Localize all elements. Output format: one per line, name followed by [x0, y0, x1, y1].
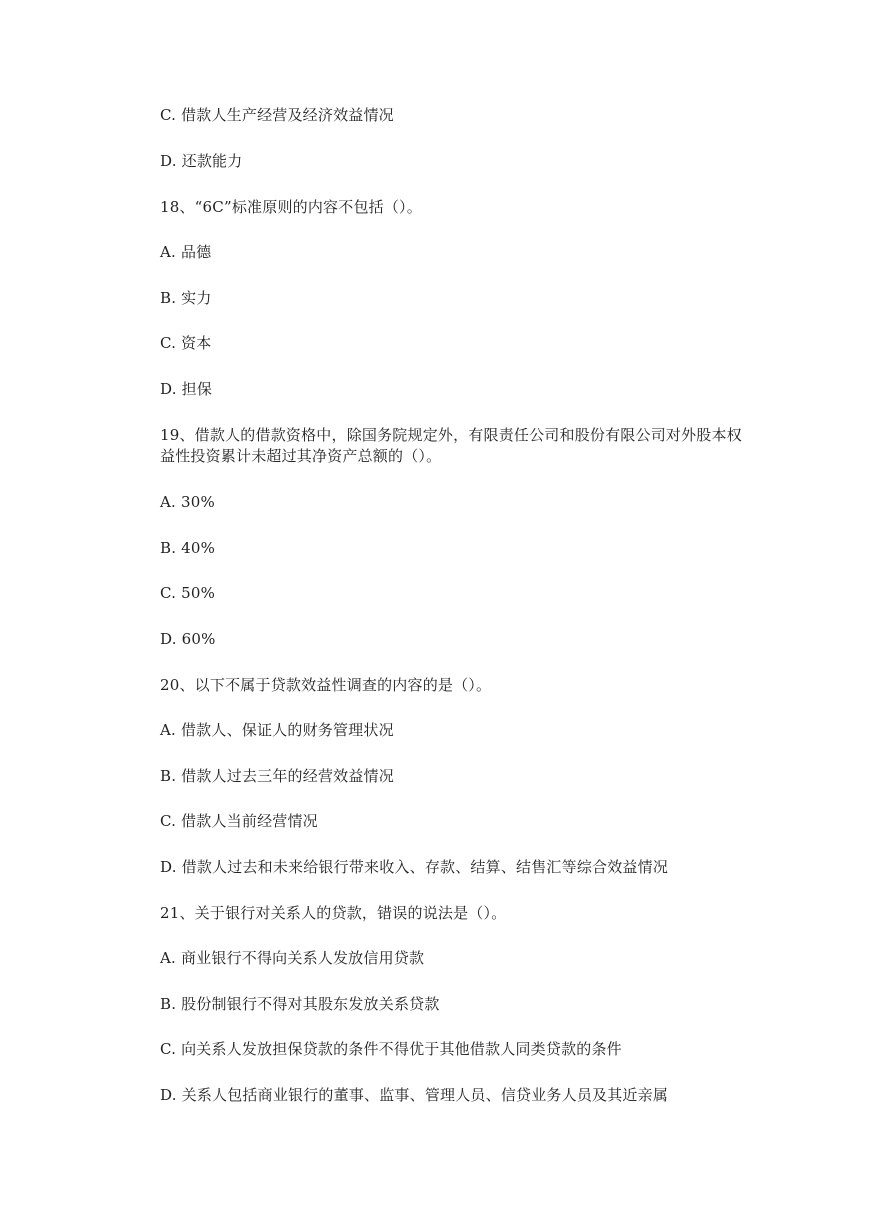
q19-option-d: D. 60% [160, 630, 216, 648]
question-20: 20、以下不属于贷款效益性调查的内容的是（）。 [160, 676, 492, 694]
question-18: 18、“6C”标准原则的内容不包括（）。 [160, 198, 422, 216]
q18-option-a: A. 品德 [160, 243, 212, 261]
question-19-line-2: 益性投资累计未超过其净资产总额的（）。 [160, 447, 442, 465]
q21-option-d: D. 关系人包括商业银行的董事、监事、管理人员、信贷业务人员及其近亲属 [160, 1086, 669, 1104]
q19-option-c: C. 50% [160, 584, 216, 602]
q21-option-c: C. 向关系人发放担保贷款的条件不得优于其他借款人同类贷款的条件 [160, 1040, 622, 1058]
q17-option-c: C. 借款人生产经营及经济效益情况 [160, 106, 394, 124]
q20-option-a: A. 借款人、保证人的财务管理状况 [160, 721, 394, 739]
question-21: 21、关于银行对关系人的贷款，错误的说法是（）。 [160, 904, 507, 922]
q21-option-a: A. 商业银行不得向关系人发放信用贷款 [160, 949, 425, 967]
q18-option-b: B. 实力 [160, 289, 212, 307]
q17-option-d: D. 还款能力 [160, 152, 243, 170]
q21-option-b: B. 股份制银行不得对其股东发放关系贷款 [160, 995, 440, 1013]
q18-option-d: D. 担保 [160, 380, 213, 398]
q20-option-b: B. 借款人过去三年的经营效益情况 [160, 767, 394, 785]
q18-option-c: C. 资本 [160, 334, 212, 352]
q19-option-a: A. 30% [160, 493, 215, 511]
q20-option-c: C. 借款人当前经营情况 [160, 812, 318, 830]
q19-option-b: B. 40% [160, 539, 216, 557]
q20-option-d: D. 借款人过去和未来给银行带来收入、存款、结算、结售汇等综合效益情况 [160, 858, 669, 876]
question-19-line-1: 19、借款人的借款资格中，除国务院规定外，有限责任公司和股份有限公司对外股本权 [160, 426, 742, 444]
